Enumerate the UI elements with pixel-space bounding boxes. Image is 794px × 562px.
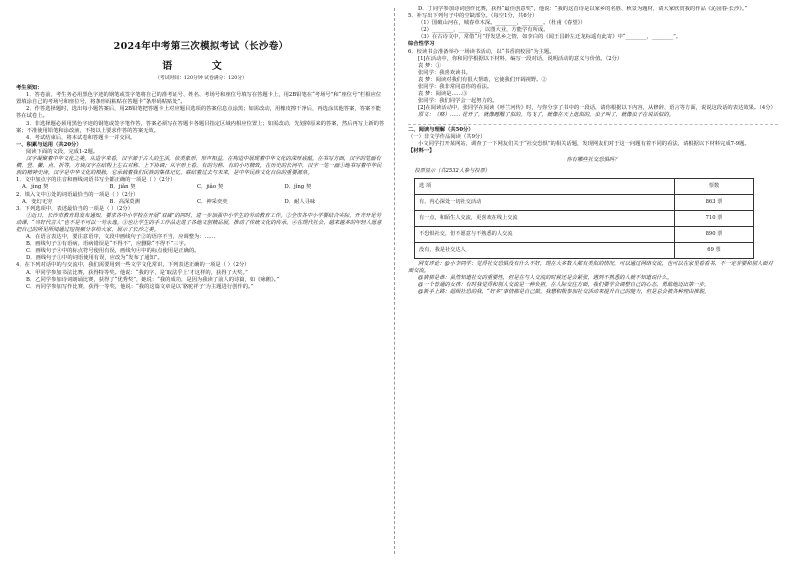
survey-caption: 投票显示（共2532人参与投票） — [414, 167, 490, 174]
question-6-part1: [1]在活动中，你和同学根据以下材料，编写一段对话，说明活动的意义与价值。（2分） — [418, 55, 623, 62]
left-column — [16, 6, 386, 558]
survey-table — [414, 165, 754, 259]
dialogue-line[interactable]: 袁 梦：阅读是……③ — [418, 91, 468, 98]
notice-item: 4．考试结束后，将本试卷和答题卡一并交回。 — [26, 134, 136, 141]
question-2-options — [16, 199, 386, 206]
notice-heading: 考生须知： — [16, 85, 43, 92]
dialogue-line[interactable]: 袁 梦：阅读对我们有很大帮助，它使我们开阔视野。② — [418, 76, 547, 83]
option-d[interactable]: D．画线句子①中的词语使用有误，应改为“发布了通知”。 — [26, 255, 163, 262]
netizen-comment: @新手上路：超级社恐的我，“好多”事情都是自己做。我想积极参加社交活动来提升自己的能力，但是总会被各种理由推脱。 — [418, 289, 710, 296]
question-6-stem: 6．校读书会准备举办一场读书活动，以“书香润校园”为主题。 — [408, 48, 555, 55]
section-1-intro: 阅读下面的文段，完成1-2题。 — [26, 148, 99, 155]
section-divider — [408, 120, 778, 125]
question-4-stem: 4．在下列对话中的与交流中，我们需要用到一些文学文化常识，下列表述正确的一项是（ ）（2分） — [16, 262, 250, 269]
question-1-stem: 1．文中加点字的注音和画线词语书写全都正确的一项是（ ）（2分） — [16, 177, 176, 184]
subject-title: 语 文 — [162, 61, 240, 72]
netizen-comment: 网友评论：@小李同学：觉得社交恐惧没有什么不好，现在大多数人都有类似的情况，可以通过网络交流，也可以在家里看看书，不一定非要和别人面对面交流。 — [408, 260, 773, 275]
option-a[interactable]: A．变幻无穷 — [22, 198, 53, 205]
question-1-options — [16, 184, 386, 191]
table-row — [415, 194, 754, 210]
question-2-stem: 2．填入文中①处的词语最恰当的一项是（ ）（2分） — [16, 191, 139, 198]
option-a[interactable]: A．jìng 契 — [22, 184, 49, 191]
netizen-comment: @一个普通的女孩：有时我觉得和别人交流是一种负担，在人际交往方面，我们要学会调整自己的心态，勇敢地迈出第一步。 — [418, 282, 710, 289]
fill-blank-line[interactable]: （1）国破山河在，城春草木深。________，________。（杜甫《春望》） — [418, 20, 586, 27]
table-row — [415, 242, 754, 258]
table-cell-option: 有，内心深处一切社交活动 — [415, 194, 675, 210]
table-cell-votes: 710 票 — [675, 210, 754, 226]
exam-info: （考试时间：120分钟 试卷满分：120分） — [155, 76, 247, 81]
table-row — [415, 226, 754, 242]
table-row — [415, 210, 754, 226]
table-cell-votes: 69 票 — [675, 242, 754, 258]
survey-title: 你有哪些社交恐惧吗？ — [566, 156, 620, 163]
dialogue-line: 张同学：我非常同意你的看法。 — [418, 84, 493, 91]
option-d[interactable]: D．丁同学参加诗词创作比赛，获得“最佳创意奖”，他说：“我的这首诗是以家乡的名胜、秋景为题材，请大家欣赏我的作品《沁园春·长沙》。” — [418, 6, 748, 12]
fill-blank-line[interactable]: （2）________，________，以图大业，方能学有所成。 — [418, 27, 549, 34]
option-b[interactable]: B．乙同学参加诗词朗诵比赛，获得了“优秀奖”，她说：“我的成功，是因为我读了前人的诗篇，如《咏鹅》。” — [26, 276, 280, 283]
table-cell-votes: 890 票 — [675, 226, 754, 242]
table-header-cell: 选 项 — [415, 178, 675, 194]
option-c[interactable]: C．神采奕奕 — [197, 198, 228, 205]
survey-caption-row — [415, 165, 754, 179]
right-column — [408, 6, 778, 558]
column-divider — [394, 8, 395, 554]
option-c[interactable]: C．丙同学参加写作比赛，获得一等奖，他说：“我的这篇文章是以‘骆驼祥子’为主题进行创作的。” — [26, 283, 254, 290]
option-d[interactable]: D．jǐng 契 — [284, 184, 312, 191]
table-cell-option: 不恐惧社交，但不愿意与不熟悉的人交流 — [415, 226, 675, 242]
question-3-stem: 3．下列选项中，表述最恰当的一项是（ ）（2分） — [16, 205, 134, 212]
dialogue-line[interactable]: 袁 梦：① — [418, 62, 441, 69]
question-6-part2: [2]在阅读活动中，张同学在阅读《呼兰河传》时，与你分享了书中的一段话，请你根据以下内容，从修辞、语言等方面，说说这段话的表达效果。（4分） — [418, 105, 776, 112]
fill-blank-line[interactable]: （3）在古诗文中，常借“月”抒发思乡之情，如李白的《闻王昌龄左迁龙标遥有此寄》中“________，________”。 — [418, 34, 682, 41]
option-b[interactable]: B．画线句子③有语病，语病错误是“不得不”，应删除“不得不”三字。 — [26, 241, 190, 248]
exam-title: 2024年中考第三次模拟考试（长沙卷） — [113, 41, 289, 52]
option-b[interactable]: B．高深莫测 — [109, 198, 140, 205]
option-a[interactable]: A．甲同学参加书法比赛，获得特等奖。他说：“我的字，是‘取法乎上’才这样的，获得了大奖。” — [26, 269, 248, 276]
section-2-heading: 二、阅读与理解（共50分） — [408, 126, 474, 133]
netizen-comment: @猜猜是谁：虽然知道社交的重要性，但是在与人交流的时候还是会紧张，遇到不熟悉的人就不知道说什么。 — [418, 275, 673, 282]
notice-item: 1．答卷前，考生务必用黑色字迹的钢笔或签字笔将自己的准考证号、姓名、考场号和座位号填写在答题卡上，用2B铅笔在“考场号”和“座位号”栏相应位置填涂自己的考场号和座位号，将条形码粘贴在答题卡“条形码粘贴处”。 — [16, 92, 382, 106]
option-a[interactable]: A．在语言表达中，要注意语序，文段中画线句子②的语序不当，应调整为：…… — [26, 234, 216, 241]
table-header-cell: 票数 — [675, 178, 754, 194]
table-cell-option: 有一点，和陌生人交流，更喜欢在线上交流 — [415, 210, 675, 226]
notice-item: 3．非选择题必须用黑色字迹的钢笔或签字笔作答，答案必须写在答题卡各题目指定区域内相应位置上；如需改动，先划掉原来的答案，然后再写上新的答案；不准使用铅笔和涂改液，不按以上要求作答的答案无效。 — [16, 120, 385, 134]
option-d[interactable]: D．耐人寻味 — [284, 198, 316, 205]
question-5-stem: 5．补写出下列句子中的空缺部分。（每空1分，共6分） — [408, 13, 538, 20]
section-1-heading: 一、积累与运用（共20分） — [16, 141, 82, 148]
section-2-intro: 小文同学打开某网站，调查了一下网友们关于“社交恐惧”的相关话题，发现网友们对于这一问题有着不同的看法，请根据以下材料完成7-9题。 — [418, 140, 750, 147]
option-b[interactable]: B．jiǎn 契 — [109, 184, 136, 191]
option-c[interactable]: C．画线句子④中的标点符号使用有误，画线句④中的标点使用是正确的。 — [26, 248, 200, 255]
option-c[interactable]: C．jiǎo 契 — [197, 184, 224, 191]
material-1-heading: 【材料一】 — [408, 147, 435, 154]
quoted-passage: 原文：（略）…… 花开了，就像睡醒了似的。鸟飞了，就像在天上逛似的。虫子叫了，就像虫子在说话似的。 — [418, 112, 674, 119]
question-3-passage: ①近日，长沙市教育局发布通知，要求各中小学校在开展“双减”的同时，进一步加强中小学生的劳动教育工作。②全市各中小学要结合实际，开齐开足劳动课，“当好代言人”也不是不可以一劳永逸。③也让学生的手工作品走进了各地文创精品展，推动了传统文化的传承。④在现代社会，越来越多的年轻人愿意把自己的所见所闻通过短视频分享给大家，展示了长沙之美。 — [16, 212, 382, 233]
table-header-row — [415, 178, 754, 194]
table-cell-option: 没有，我是社交达人 — [415, 242, 675, 258]
section-2-subheading: （一）非文学作品阅读（共9分） — [408, 133, 486, 140]
integrated-learning-heading: 综合性学习 — [408, 41, 435, 48]
dialogue-line: 张同学：我们同学会一起努力的。 — [418, 98, 498, 105]
reading-passage: 汉字凝聚着中华文化之美。从造字来看，汉字源于古人的生活，依类象形，形声相益，在构造中展现着中华文化的深厚底蕴。在书写方面，汉字的笔画有横、竖、撇、点、折等，方块汉字在结构上左右对称、上下协调；从字形上看，有的匀称、有的小巧精致，在历史的长河中，汉字一笔一画①地书写着中华民族的精神史诗。汉字是中华文化的根脉，它承载着我们民族的集体记忆，联结着过去与未来，是中华民族文化自信的重要源泉。 — [16, 156, 382, 177]
notice-item: 2．作答选择题时，选出每小题答案后，用2B铅笔把答题卡上对应题目选项的答案信息点涂黑；如需改动，用橡皮擦干净后，再选涂其他答案，答案不能答在试卷上。 — [16, 106, 381, 120]
table-cell-votes: 863 票 — [675, 194, 754, 210]
dialogue-line: 张同学：我喜欢读书。 — [418, 69, 471, 76]
